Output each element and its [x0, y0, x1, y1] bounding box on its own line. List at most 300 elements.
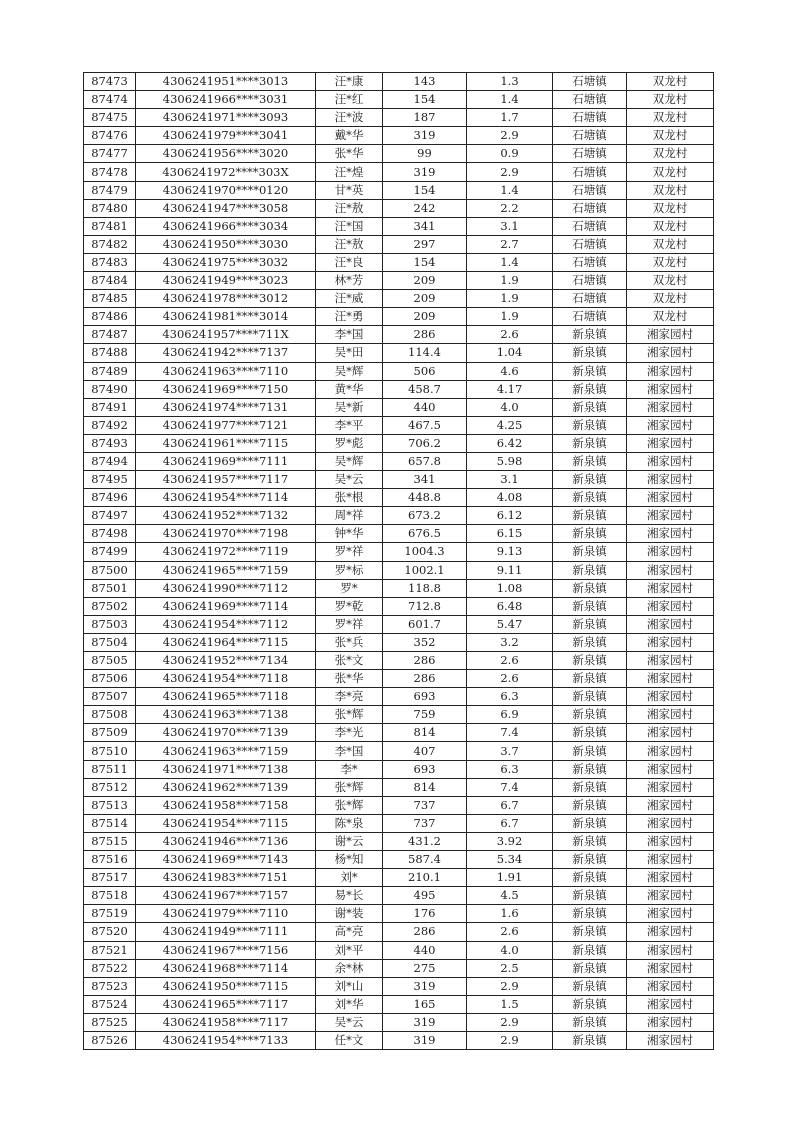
- id-number-cell: 4306241965****7159: [136, 561, 316, 579]
- person-name-cell: 杨*知: [316, 851, 383, 869]
- id-number-cell: 4306241958****7117: [136, 1013, 316, 1031]
- person-name-cell: 张*根: [316, 489, 383, 507]
- village-cell: 湘家园村: [627, 959, 714, 977]
- town-cell: 石塘镇: [553, 272, 627, 290]
- village-cell: 湘家园村: [627, 742, 714, 760]
- id-number-cell: 4306241971****3093: [136, 109, 316, 127]
- quantity-cell: 6.9: [467, 706, 553, 724]
- quantity-cell: 4.08: [467, 489, 553, 507]
- amount-cell: 506: [383, 362, 467, 380]
- row-number-cell: 87493: [84, 434, 136, 452]
- table-row: [84, 923, 714, 941]
- table-row: [84, 724, 714, 742]
- row-number-cell: 87499: [84, 543, 136, 561]
- town-cell: 石塘镇: [553, 127, 627, 145]
- quantity-cell: 4.0: [467, 398, 553, 416]
- quantity-cell: 4.6: [467, 362, 553, 380]
- village-cell: 湘家园村: [627, 760, 714, 778]
- id-number-cell: 4306241966****3031: [136, 91, 316, 109]
- town-cell: 新泉镇: [553, 814, 627, 832]
- id-number-cell: 4306241962****7139: [136, 778, 316, 796]
- row-number-cell: 87474: [84, 91, 136, 109]
- quantity-cell: 1.7: [467, 109, 553, 127]
- village-cell: 湘家园村: [627, 416, 714, 434]
- person-name-cell: 罗*标: [316, 561, 383, 579]
- town-cell: 石塘镇: [553, 235, 627, 253]
- table-row: [84, 145, 714, 163]
- amount-cell: 319: [383, 977, 467, 995]
- id-number-cell: 4306241956****3020: [136, 145, 316, 163]
- person-name-cell: 罗*祥: [316, 543, 383, 561]
- row-number-cell: 87484: [84, 272, 136, 290]
- row-number-cell: 87526: [84, 1031, 136, 1049]
- person-name-cell: 汪*康: [316, 73, 383, 91]
- id-number-cell: 4306241965****7117: [136, 995, 316, 1013]
- village-cell: 湘家园村: [627, 706, 714, 724]
- id-number-cell: 4306241954****7115: [136, 814, 316, 832]
- quantity-cell: 5.98: [467, 452, 553, 470]
- person-name-cell: 汪*红: [316, 91, 383, 109]
- quantity-cell: 1.91: [467, 869, 553, 887]
- table-row: [84, 362, 714, 380]
- quantity-cell: 2.9: [467, 1031, 553, 1049]
- subsidy-table: [83, 72, 714, 1050]
- row-number-cell: 87521: [84, 941, 136, 959]
- person-name-cell: 谢*云: [316, 832, 383, 850]
- quantity-cell: 4.25: [467, 416, 553, 434]
- town-cell: 新泉镇: [553, 380, 627, 398]
- quantity-cell: 2.6: [467, 326, 553, 344]
- table-row: [84, 579, 714, 597]
- quantity-cell: 1.9: [467, 290, 553, 308]
- id-number-cell: 4306241972****7119: [136, 543, 316, 561]
- row-number-cell: 87506: [84, 670, 136, 688]
- id-number-cell: 4306241942****7137: [136, 344, 316, 362]
- id-number-cell: 4306241951****3013: [136, 73, 316, 91]
- town-cell: 石塘镇: [553, 181, 627, 199]
- id-number-cell: 4306241970****7139: [136, 724, 316, 742]
- person-name-cell: 黄*华: [316, 380, 383, 398]
- table-row: [84, 814, 714, 832]
- amount-cell: 187: [383, 109, 467, 127]
- row-number-cell: 87475: [84, 109, 136, 127]
- id-number-cell: 4306241949****3023: [136, 272, 316, 290]
- town-cell: 石塘镇: [553, 199, 627, 217]
- town-cell: 石塘镇: [553, 91, 627, 109]
- id-number-cell: 4306241975****3032: [136, 253, 316, 271]
- table-row: [84, 308, 714, 326]
- table-row: [84, 163, 714, 181]
- town-cell: 新泉镇: [553, 525, 627, 543]
- person-name-cell: 刘*平: [316, 941, 383, 959]
- person-name-cell: 高*亮: [316, 923, 383, 941]
- village-cell: 双龙村: [627, 272, 714, 290]
- village-cell: 湘家园村: [627, 579, 714, 597]
- id-number-cell: 4306241968****7114: [136, 959, 316, 977]
- id-number-cell: 4306241979****7110: [136, 905, 316, 923]
- table-row: [84, 127, 714, 145]
- table-row: [84, 760, 714, 778]
- town-cell: 石塘镇: [553, 73, 627, 91]
- row-number-cell: 87490: [84, 380, 136, 398]
- id-number-cell: 4306241979****3041: [136, 127, 316, 145]
- row-number-cell: 87480: [84, 199, 136, 217]
- table-row: [84, 290, 714, 308]
- town-cell: 新泉镇: [553, 652, 627, 670]
- quantity-cell: 1.04: [467, 344, 553, 362]
- quantity-cell: 7.4: [467, 778, 553, 796]
- town-cell: 新泉镇: [553, 615, 627, 633]
- person-name-cell: 李*亮: [316, 688, 383, 706]
- village-cell: 湘家园村: [627, 633, 714, 651]
- amount-cell: 209: [383, 290, 467, 308]
- table-row: [84, 832, 714, 850]
- id-number-cell: 4306241952****7134: [136, 652, 316, 670]
- quantity-cell: 1.08: [467, 579, 553, 597]
- row-number-cell: 87500: [84, 561, 136, 579]
- village-cell: 湘家园村: [627, 380, 714, 398]
- quantity-cell: 2.7: [467, 235, 553, 253]
- amount-cell: 352: [383, 633, 467, 651]
- amount-cell: 297: [383, 235, 467, 253]
- id-number-cell: 4306241965****7118: [136, 688, 316, 706]
- village-cell: 双龙村: [627, 91, 714, 109]
- amount-cell: 673.2: [383, 507, 467, 525]
- table-row: [84, 615, 714, 633]
- amount-cell: 495: [383, 887, 467, 905]
- town-cell: 石塘镇: [553, 217, 627, 235]
- village-cell: 双龙村: [627, 181, 714, 199]
- quantity-cell: 5.34: [467, 851, 553, 869]
- table-row: [84, 253, 714, 271]
- village-cell: 湘家园村: [627, 995, 714, 1013]
- town-cell: 新泉镇: [553, 688, 627, 706]
- row-number-cell: 87479: [84, 181, 136, 199]
- table-row: [84, 1013, 714, 1031]
- row-number-cell: 87523: [84, 977, 136, 995]
- town-cell: 石塘镇: [553, 253, 627, 271]
- quantity-cell: 2.5: [467, 959, 553, 977]
- id-number-cell: 4306241954****7112: [136, 615, 316, 633]
- village-cell: 湘家园村: [627, 434, 714, 452]
- town-cell: 新泉镇: [553, 706, 627, 724]
- person-name-cell: 张*华: [316, 145, 383, 163]
- quantity-cell: 6.15: [467, 525, 553, 543]
- row-number-cell: 87503: [84, 615, 136, 633]
- quantity-cell: 3.1: [467, 471, 553, 489]
- table-row: [84, 272, 714, 290]
- village-cell: 湘家园村: [627, 869, 714, 887]
- id-number-cell: 4306241950****7115: [136, 977, 316, 995]
- amount-cell: 165: [383, 995, 467, 1013]
- village-cell: 双龙村: [627, 145, 714, 163]
- quantity-cell: 2.9: [467, 163, 553, 181]
- village-cell: 双龙村: [627, 73, 714, 91]
- row-number-cell: 87524: [84, 995, 136, 1013]
- quantity-cell: 1.9: [467, 308, 553, 326]
- row-number-cell: 87482: [84, 235, 136, 253]
- id-number-cell: 4306241969****7111: [136, 452, 316, 470]
- table-row: [84, 525, 714, 543]
- village-cell: 湘家园村: [627, 489, 714, 507]
- table-row: [84, 851, 714, 869]
- amount-cell: 759: [383, 706, 467, 724]
- village-cell: 双龙村: [627, 253, 714, 271]
- person-name-cell: 李*国: [316, 742, 383, 760]
- amount-cell: 176: [383, 905, 467, 923]
- table-row: [84, 507, 714, 525]
- table-row: [84, 742, 714, 760]
- town-cell: 新泉镇: [553, 398, 627, 416]
- row-number-cell: 87478: [84, 163, 136, 181]
- id-number-cell: 4306241970****7198: [136, 525, 316, 543]
- table-row: [84, 706, 714, 724]
- id-number-cell: 4306241954****7118: [136, 670, 316, 688]
- quantity-cell: 2.6: [467, 923, 553, 941]
- person-name-cell: 罗*乾: [316, 597, 383, 615]
- row-number-cell: 87477: [84, 145, 136, 163]
- id-number-cell: 4306241970****0120: [136, 181, 316, 199]
- village-cell: 湘家园村: [627, 452, 714, 470]
- id-number-cell: 4306241946****7136: [136, 832, 316, 850]
- town-cell: 新泉镇: [553, 923, 627, 941]
- row-number-cell: 87511: [84, 760, 136, 778]
- village-cell: 湘家园村: [627, 1013, 714, 1031]
- table-row: [84, 380, 714, 398]
- table-row: [84, 452, 714, 470]
- person-name-cell: 汪*敖: [316, 235, 383, 253]
- quantity-cell: 2.6: [467, 652, 553, 670]
- quantity-cell: 3.7: [467, 742, 553, 760]
- row-number-cell: 87495: [84, 471, 136, 489]
- table-row: [84, 959, 714, 977]
- row-number-cell: 87518: [84, 887, 136, 905]
- person-name-cell: 罗*: [316, 579, 383, 597]
- amount-cell: 209: [383, 308, 467, 326]
- town-cell: 新泉镇: [553, 362, 627, 380]
- town-cell: 新泉镇: [553, 579, 627, 597]
- id-number-cell: 4306241954****7133: [136, 1031, 316, 1049]
- village-cell: 湘家园村: [627, 670, 714, 688]
- village-cell: 湘家园村: [627, 905, 714, 923]
- amount-cell: 712.8: [383, 597, 467, 615]
- town-cell: 新泉镇: [553, 851, 627, 869]
- quantity-cell: 0.9: [467, 145, 553, 163]
- row-number-cell: 87483: [84, 253, 136, 271]
- amount-cell: 601.7: [383, 615, 467, 633]
- village-cell: 湘家园村: [627, 941, 714, 959]
- town-cell: 新泉镇: [553, 796, 627, 814]
- row-number-cell: 87505: [84, 652, 136, 670]
- town-cell: 新泉镇: [553, 742, 627, 760]
- row-number-cell: 87508: [84, 706, 136, 724]
- person-name-cell: 张*华: [316, 670, 383, 688]
- table-row: [84, 471, 714, 489]
- town-cell: 新泉镇: [553, 471, 627, 489]
- town-cell: 新泉镇: [553, 561, 627, 579]
- village-cell: 湘家园村: [627, 597, 714, 615]
- person-name-cell: 张*辉: [316, 778, 383, 796]
- amount-cell: 286: [383, 326, 467, 344]
- quantity-cell: 3.1: [467, 217, 553, 235]
- id-number-cell: 4306241983****7151: [136, 869, 316, 887]
- town-cell: 新泉镇: [553, 434, 627, 452]
- row-number-cell: 87515: [84, 832, 136, 850]
- amount-cell: 143: [383, 73, 467, 91]
- amount-cell: 118.8: [383, 579, 467, 597]
- table-row: [84, 977, 714, 995]
- amount-cell: 706.2: [383, 434, 467, 452]
- town-cell: 石塘镇: [553, 163, 627, 181]
- village-cell: 湘家园村: [627, 561, 714, 579]
- town-cell: 新泉镇: [553, 344, 627, 362]
- table-row: [84, 796, 714, 814]
- row-number-cell: 87491: [84, 398, 136, 416]
- village-cell: 湘家园村: [627, 471, 714, 489]
- table-row: [84, 887, 714, 905]
- quantity-cell: 2.6: [467, 670, 553, 688]
- town-cell: 新泉镇: [553, 597, 627, 615]
- row-number-cell: 87487: [84, 326, 136, 344]
- town-cell: 新泉镇: [553, 905, 627, 923]
- village-cell: 双龙村: [627, 163, 714, 181]
- quantity-cell: 6.7: [467, 796, 553, 814]
- amount-cell: 209: [383, 272, 467, 290]
- person-name-cell: 汪*国: [316, 217, 383, 235]
- village-cell: 湘家园村: [627, 344, 714, 362]
- amount-cell: 431.2: [383, 832, 467, 850]
- quantity-cell: 6.7: [467, 814, 553, 832]
- table-row: [84, 344, 714, 362]
- town-cell: 新泉镇: [553, 507, 627, 525]
- amount-cell: 693: [383, 760, 467, 778]
- quantity-cell: 6.3: [467, 688, 553, 706]
- person-name-cell: 林*芳: [316, 272, 383, 290]
- id-number-cell: 4306241963****7110: [136, 362, 316, 380]
- amount-cell: 458.7: [383, 380, 467, 398]
- person-name-cell: 陈*泉: [316, 814, 383, 832]
- quantity-cell: 3.2: [467, 633, 553, 651]
- person-name-cell: 汪*勇: [316, 308, 383, 326]
- amount-cell: 319: [383, 163, 467, 181]
- row-number-cell: 87476: [84, 127, 136, 145]
- table-row: [84, 688, 714, 706]
- table-row: [84, 326, 714, 344]
- row-number-cell: 87509: [84, 724, 136, 742]
- village-cell: 湘家园村: [627, 814, 714, 832]
- table-row: [84, 73, 714, 91]
- person-name-cell: 汪*良: [316, 253, 383, 271]
- amount-cell: 319: [383, 127, 467, 145]
- table-row: [84, 670, 714, 688]
- person-name-cell: 李*国: [316, 326, 383, 344]
- quantity-cell: 3.92: [467, 832, 553, 850]
- village-cell: 湘家园村: [627, 923, 714, 941]
- quantity-cell: 9.13: [467, 543, 553, 561]
- table-row: [84, 416, 714, 434]
- table-row: [84, 905, 714, 923]
- quantity-cell: 5.47: [467, 615, 553, 633]
- amount-cell: 99: [383, 145, 467, 163]
- person-name-cell: 刘*: [316, 869, 383, 887]
- village-cell: 湘家园村: [627, 796, 714, 814]
- id-number-cell: 4306241958****7158: [136, 796, 316, 814]
- town-cell: 新泉镇: [553, 724, 627, 742]
- quantity-cell: 6.12: [467, 507, 553, 525]
- row-number-cell: 87486: [84, 308, 136, 326]
- table-row: [84, 91, 714, 109]
- town-cell: 新泉镇: [553, 489, 627, 507]
- row-number-cell: 87520: [84, 923, 136, 941]
- id-number-cell: 4306241990****7112: [136, 579, 316, 597]
- person-name-cell: 罗*祥: [316, 615, 383, 633]
- town-cell: 新泉镇: [553, 416, 627, 434]
- town-cell: 石塘镇: [553, 145, 627, 163]
- village-cell: 湘家园村: [627, 887, 714, 905]
- quantity-cell: 6.3: [467, 760, 553, 778]
- id-number-cell: 4306241977****7121: [136, 416, 316, 434]
- id-number-cell: 4306241949****7111: [136, 923, 316, 941]
- row-number-cell: 87510: [84, 742, 136, 760]
- table-body: [84, 73, 714, 1050]
- quantity-cell: 1.5: [467, 995, 553, 1013]
- table-row: [84, 489, 714, 507]
- row-number-cell: 87512: [84, 778, 136, 796]
- amount-cell: 737: [383, 814, 467, 832]
- id-number-cell: 4306241966****3034: [136, 217, 316, 235]
- quantity-cell: 4.5: [467, 887, 553, 905]
- town-cell: 新泉镇: [553, 760, 627, 778]
- person-name-cell: 吴*辉: [316, 452, 383, 470]
- town-cell: 新泉镇: [553, 941, 627, 959]
- village-cell: 双龙村: [627, 290, 714, 308]
- quantity-cell: 2.9: [467, 127, 553, 145]
- row-number-cell: 87494: [84, 452, 136, 470]
- town-cell: 新泉镇: [553, 832, 627, 850]
- quantity-cell: 6.42: [467, 434, 553, 452]
- table-row: [84, 941, 714, 959]
- row-number-cell: 87488: [84, 344, 136, 362]
- id-number-cell: 4306241952****7132: [136, 507, 316, 525]
- town-cell: 石塘镇: [553, 109, 627, 127]
- town-cell: 新泉镇: [553, 869, 627, 887]
- person-name-cell: 刘*华: [316, 995, 383, 1013]
- amount-cell: 1002.1: [383, 561, 467, 579]
- table-row: [84, 398, 714, 416]
- village-cell: 湘家园村: [627, 525, 714, 543]
- row-number-cell: 87481: [84, 217, 136, 235]
- amount-cell: 1004.3: [383, 543, 467, 561]
- row-number-cell: 87513: [84, 796, 136, 814]
- person-name-cell: 余*林: [316, 959, 383, 977]
- table-row: [84, 217, 714, 235]
- amount-cell: 154: [383, 253, 467, 271]
- id-number-cell: 4306241981****3014: [136, 308, 316, 326]
- person-name-cell: 汪*威: [316, 290, 383, 308]
- table-row: [84, 597, 714, 615]
- id-number-cell: 4306241961****7115: [136, 434, 316, 452]
- village-cell: 双龙村: [627, 199, 714, 217]
- quantity-cell: 2.9: [467, 1013, 553, 1031]
- village-cell: 湘家园村: [627, 652, 714, 670]
- person-name-cell: 汪*波: [316, 109, 383, 127]
- person-name-cell: 易*长: [316, 887, 383, 905]
- row-number-cell: 87497: [84, 507, 136, 525]
- person-name-cell: 吴*云: [316, 1013, 383, 1031]
- quantity-cell: 4.0: [467, 941, 553, 959]
- quantity-cell: 1.4: [467, 181, 553, 199]
- person-name-cell: 张*文: [316, 652, 383, 670]
